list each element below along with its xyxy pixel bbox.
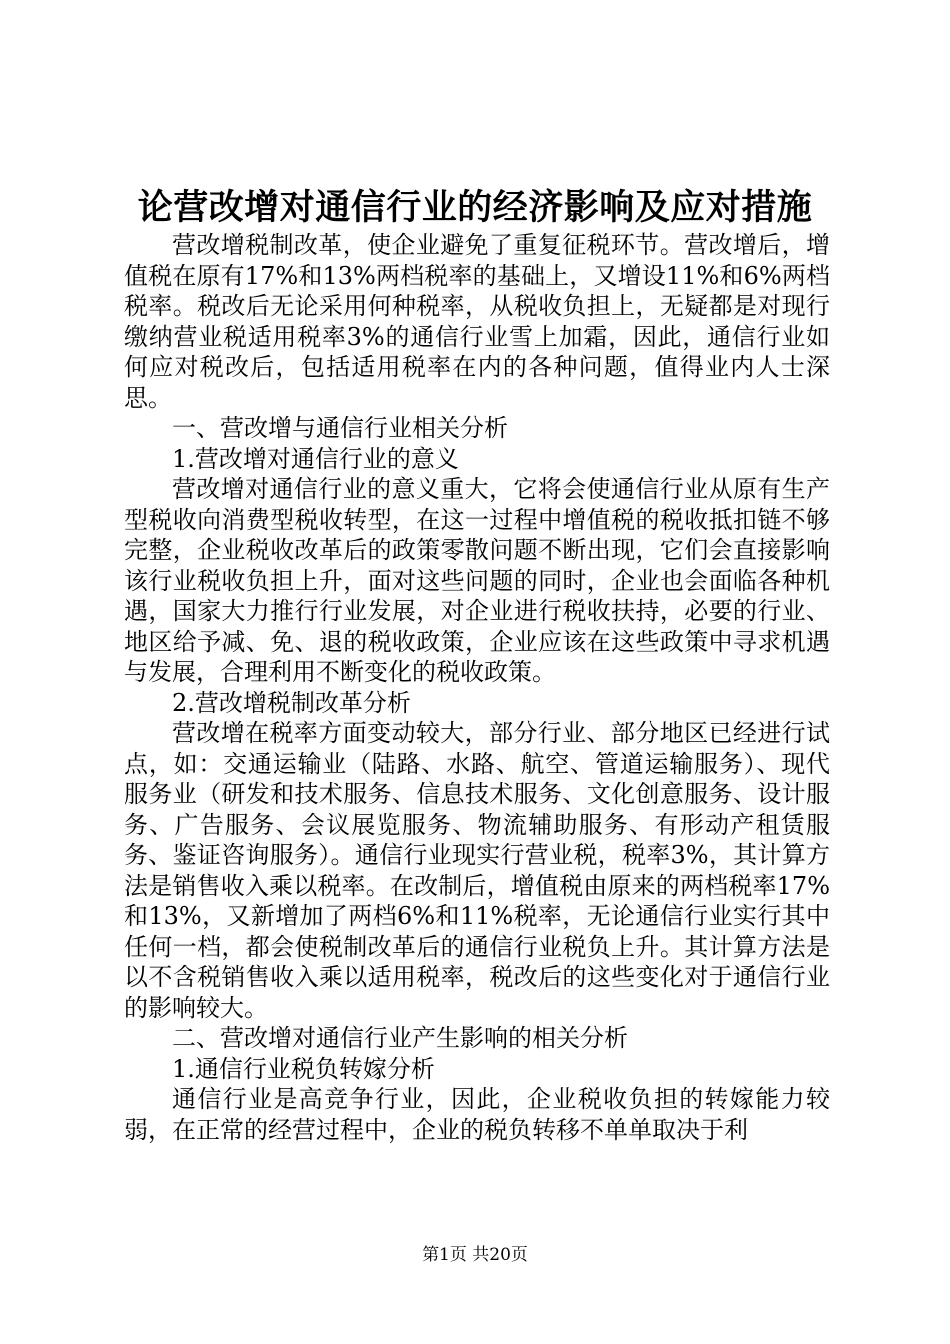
paragraph-tax-reform: 营改增在税率方面变动较大，部分行业、部分地区已经进行试点，如：交通运输业（陆路、水路、航空、管道运输服务）、现代服务业（研发和技术服务、信息技术服务、文化创意服务、设计服务、广告服务、会议展览服务、物流辅助服务、有形动产租赁服务、鉴证咨询服务）。通信行业现实行营业税，税率3%，其计算方法是销售收入乘以税率。在改制后，增值税由原来的两档税率17%和13%，又新增加了两档6%和11%税率，无论通信行业实行其中任何一档，都会使税制改革后的通信行业税负上升。其计算方法是以不含税销售收入乘以适用税率，税改后的这些变化对于通信行业的影响较大。: [124, 719, 830, 1022]
page-footer: 第1页 共20页: [422, 1245, 528, 1265]
paragraph-tax-transfer: 通信行业是高竞争行业，因此，企业税收负担的转嫁能力较弱，在正常的经营过程中，企业的税负转移不单单取决于利: [124, 1085, 830, 1144]
paragraph-intro: 营改增税制改革，使企业避免了重复征税环节。营改增后，增值税在原有17%和13%两档税率的基础上，又增设11%和6%两档税率。税改后无论采用何种税率，从税收负担上，无疑都是对现行缴纳营业税适用税率3%的通信行业雪上加霜，因此，通信行业如何应对税改后，包括适用税率在内的各种问题，值得业内人士深思。: [124, 231, 830, 412]
section-heading-2: 二、营改增对通信行业产生影响的相关分析: [172, 1024, 628, 1052]
paragraph-significance: 营改增对通信行业的意义重大，它将会使通信行业从原有生产型税收向消费型税收转型，在这一过程中增值税的税收抵扣链不够完整，企业税收改革后的政策零散问题不断出现，它们会直接影响该行业税收负担上升，面对这些问题的同时，企业也会面临各种机遇，国家大力推行行业发展，对企业进行税收扶持，必要的行业、地区给予减、免、退的税收政策，企业应该在这些政策中寻求机遇与发展，合理利用不断变化的税收政策。: [124, 475, 830, 686]
section-heading-1: 一、营改增与通信行业相关分析: [172, 414, 508, 442]
subsection-heading-1-1: 1.营改增对通信行业的意义: [172, 444, 459, 473]
document-title: 论营改增对通信行业的经济影响及应对措施: [137, 187, 813, 228]
document-body: [124, 230, 830, 1145]
subsection-heading-1-2: 2.营改增税制改革分析: [172, 688, 411, 717]
subsection-heading-2-1: 1.通信行业税负转嫁分析: [172, 1054, 435, 1083]
